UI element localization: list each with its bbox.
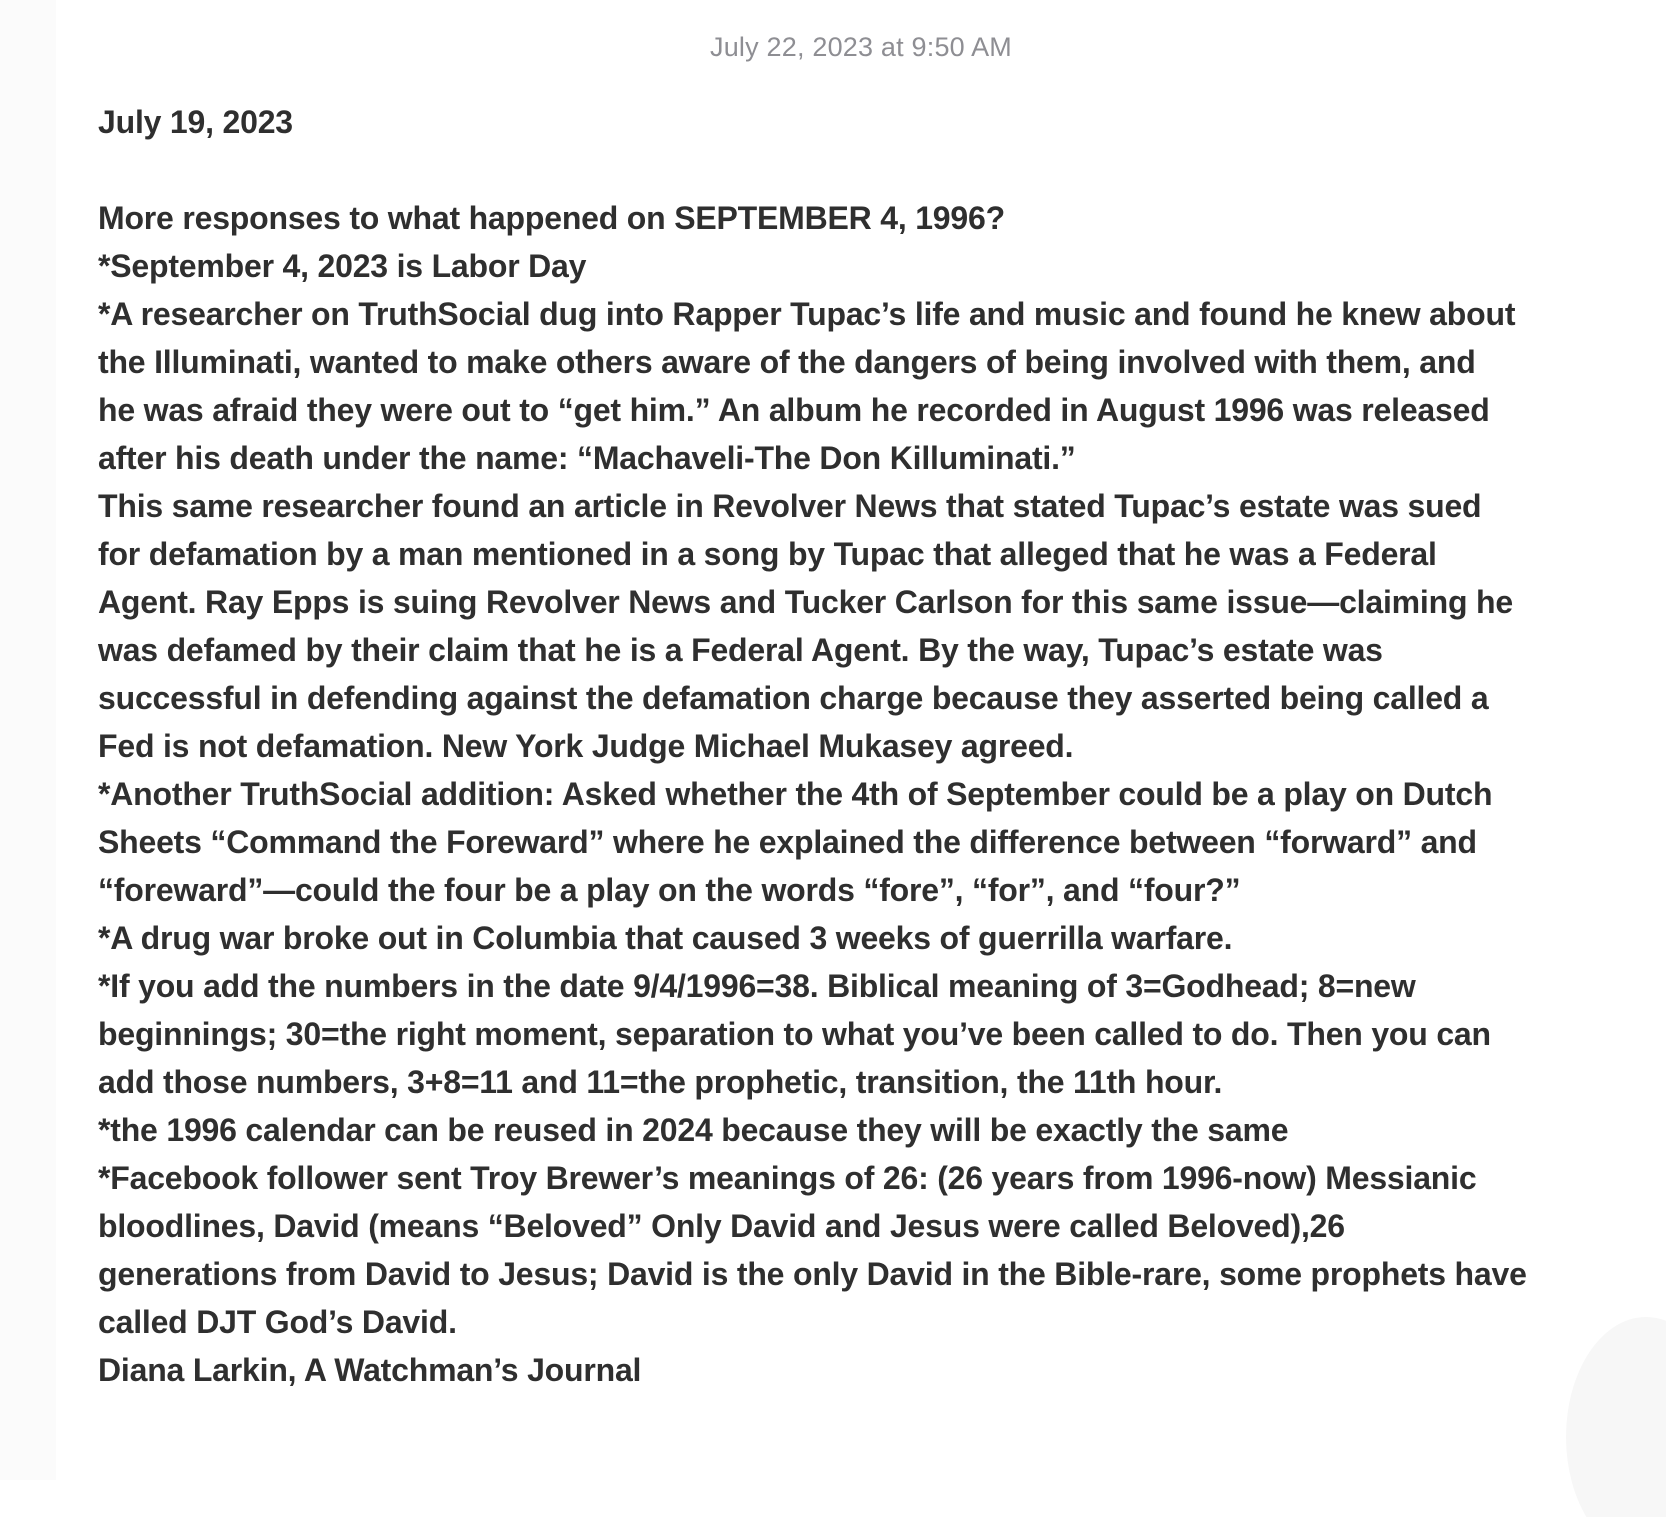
note-signature: Diana Larkin, A Watchman’s Journal — [98, 1352, 642, 1388]
note-line: bloodlines, David (means “Beloved” Only David and Jesus were called Beloved),26 — [98, 1208, 1345, 1244]
note-date-heading: July 19, 2023 — [98, 104, 293, 140]
note-line: beginnings; 30=the right moment, separation to what you’ve been called to do. Then you can — [98, 1016, 1491, 1052]
note-line: *If you add the numbers in the date 9/4/1996=38. Biblical meaning of 3=Godhead; 8=new — [98, 968, 1416, 1004]
note-line: was defamed by their claim that he is a Federal Agent. By the way, Tupac’s estate was — [98, 632, 1383, 668]
note-line: More responses to what happened on SEPTEMBER 4, 1996? — [98, 200, 1005, 236]
note-line: *A researcher on TruthSocial dug into Rapper Tupac’s life and music and found he knew about — [98, 296, 1516, 332]
note-line: he was afraid they were out to “get him.” An album he recorded in August 1996 was released — [98, 392, 1490, 428]
note-line: for defamation by a man mentioned in a song by Tupac that alleged that he was a Federal — [98, 536, 1437, 572]
note-line: the Illuminati, wanted to make others aware of the dangers of being involved with them, and — [98, 344, 1476, 380]
note-line: Agent. Ray Epps is suing Revolver News and Tucker Carlson for this same issue—claiming he — [98, 584, 1513, 620]
note-line: *the 1996 calendar can be reused in 2024 because they will be exactly the same — [98, 1112, 1289, 1148]
note-line: *A drug war broke out in Columbia that caused 3 weeks of guerrilla warfare. — [98, 920, 1233, 956]
note-line: *September 4, 2023 is Labor Day — [98, 248, 587, 284]
note-line: Sheets “Command the Foreward” where he explained the difference between “forward” and — [98, 824, 1477, 860]
note-line: called DJT God’s David. — [98, 1304, 457, 1340]
note-line: “foreward”—could the four be a play on the words “fore”, “for”, and “four?” — [98, 872, 1241, 908]
note-line: after his death under the name: “Machaveli-The Don Killuminati.” — [98, 440, 1076, 476]
note-timestamp: July 22, 2023 at 9:50 AM — [710, 32, 1012, 62]
note-line: successful in defending against the defamation charge because they asserted being called a — [98, 680, 1489, 716]
note-line: add those numbers, 3+8=11 and 11=the prophetic, transition, the 11th hour. — [98, 1064, 1223, 1100]
note-body[interactable] — [98, 98, 1638, 1394]
note-line: *Another TruthSocial addition: Asked whether the 4th of September could be a play on Dutch — [98, 776, 1493, 812]
note-line: *Facebook follower sent Troy Brewer’s meanings of 26: (26 years from 1996-now) Messianic — [98, 1160, 1477, 1196]
note-line: Fed is not defamation. New York Judge Michael Mukasey agreed. — [98, 728, 1074, 764]
sidebar-edge — [0, 0, 56, 1480]
note-line: generations from David to Jesus; David is the only David in the Bible-rare, some prophets have — [98, 1256, 1527, 1292]
note-line: This same researcher found an article in Revolver News that stated Tupac’s estate was sued — [98, 488, 1482, 524]
